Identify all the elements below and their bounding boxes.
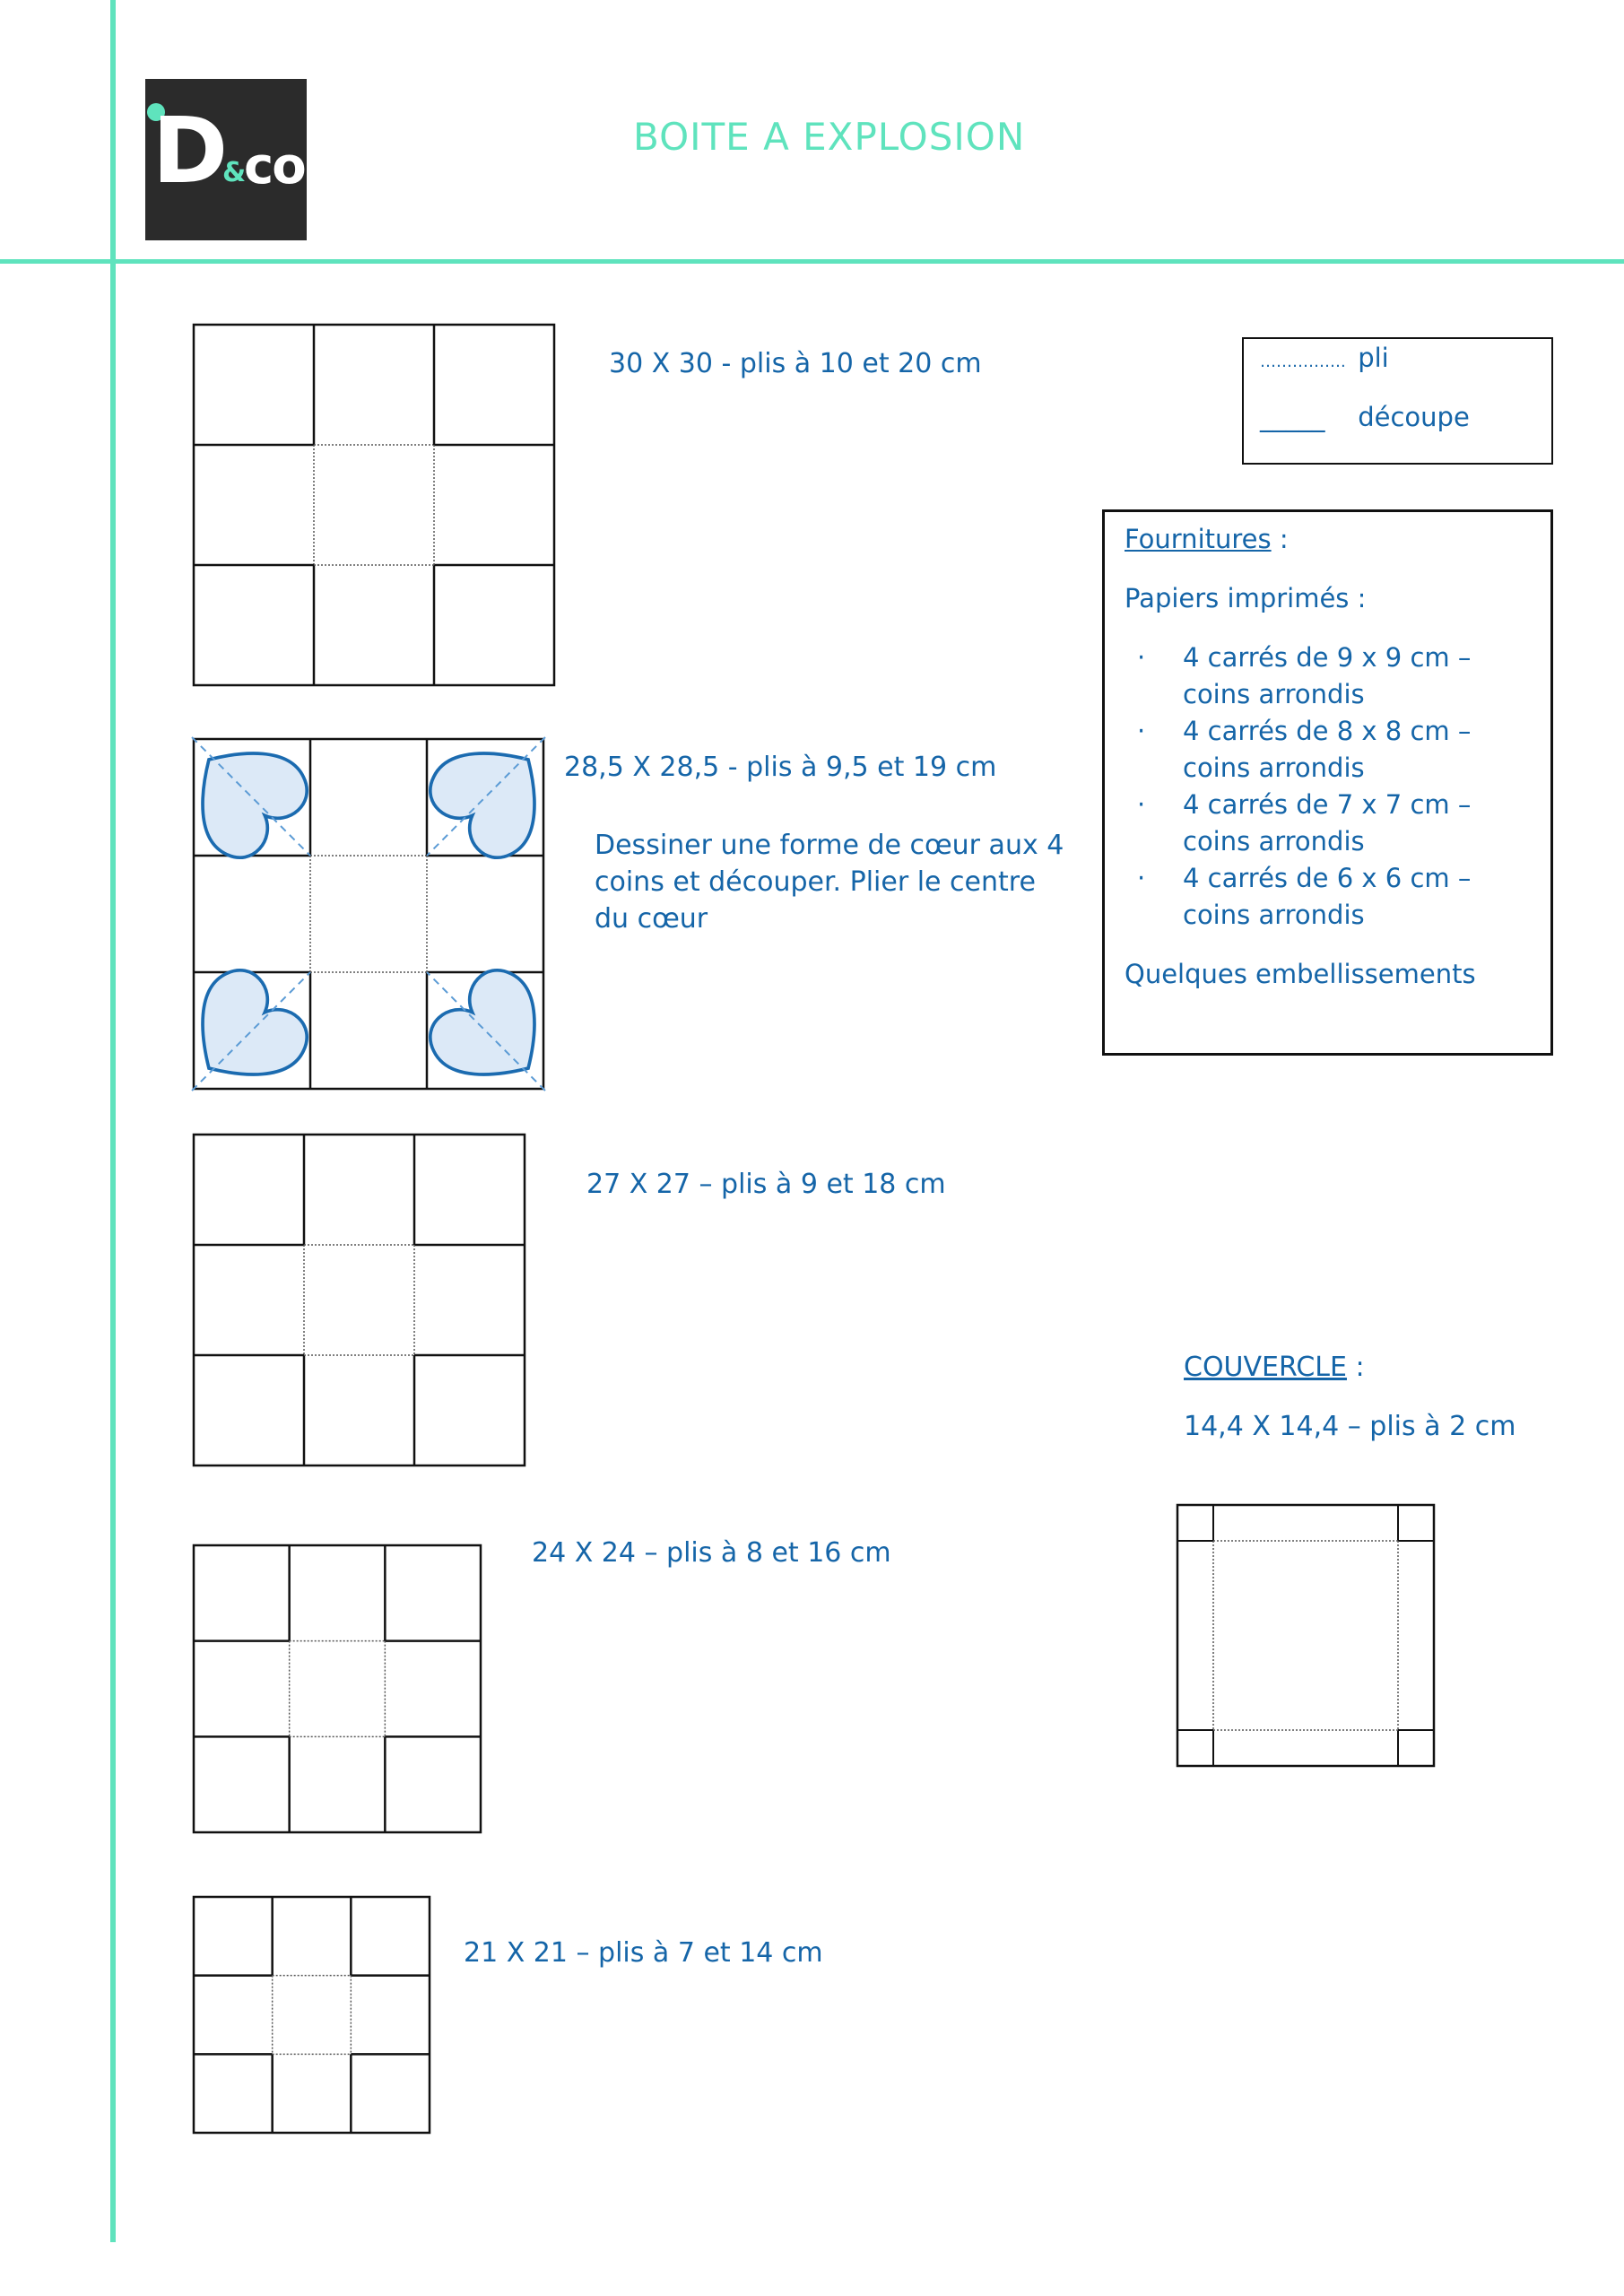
list-bullet: · [1137, 789, 1146, 820]
lid-heading-suffix: : [1346, 1352, 1365, 1383]
heart-shape [169, 958, 318, 1108]
lid-heading-text: COUVERCLE [1184, 1352, 1347, 1383]
supplies-heading-text: Fournitures [1125, 524, 1272, 554]
logo-co: co [244, 137, 305, 196]
square-1-outline [194, 325, 554, 685]
square-5-outline [194, 1897, 430, 2133]
supplies-extra: Quelques embellissements [1125, 959, 1476, 989]
list-bullet: · [1137, 863, 1146, 893]
cut-symbol: _____ [1260, 402, 1325, 432]
square-5-label: 21 X 21 – plis à 7 et 14 cm [464, 1937, 823, 1969]
supply-item-3-line1: 4 carrés de 7 x 7 cm – [1183, 789, 1472, 820]
square-2-label: 28,5 X 28,5 - plis à 9,5 et 19 cm [564, 752, 997, 783]
supply-item-1-line2: coins arrondis [1183, 679, 1365, 709]
list-bullet: · [1137, 642, 1146, 673]
supply-item-2-line2: coins arrondis [1183, 752, 1365, 783]
supply-item-4-line1: 4 carrés de 6 x 6 cm – [1183, 863, 1472, 893]
square-2-note-line2: coins et découper. Plier le centre [595, 866, 1036, 898]
square-2-note-line1: Dessiner une forme de cœur aux 4 [595, 830, 1064, 861]
supply-item-4-line2: coins arrondis [1183, 900, 1365, 930]
heart-shape [169, 719, 318, 869]
heart-shape [418, 958, 568, 1108]
supply-item-2-line1: 4 carrés de 8 x 8 cm – [1183, 716, 1472, 746]
supplies-heading-suffix: : [1271, 524, 1289, 554]
square-4-label: 24 X 24 – plis à 8 et 16 cm [532, 1537, 891, 1569]
supply-item-1-line1: 4 carrés de 9 x 9 cm – [1183, 642, 1472, 673]
square-1-label: 30 X 30 - plis à 10 et 20 cm [609, 348, 982, 379]
lid-outline [1177, 1505, 1434, 1766]
square-3-outline [194, 1135, 525, 1465]
fold-symbol: ……………. [1260, 352, 1346, 371]
cut-label: découpe [1358, 402, 1470, 432]
page-title: BOITE A EXPLOSION [633, 115, 1026, 159]
supply-item-3-line2: coins arrondis [1183, 826, 1365, 857]
logo-letter: D [152, 98, 229, 204]
logo-ampersand: & [222, 157, 247, 188]
fold-label: pli [1358, 343, 1389, 373]
heart-shape [418, 719, 568, 869]
square-3-label: 27 X 27 – plis à 9 et 18 cm [586, 1169, 946, 1200]
square-2-note-line3: du cœur [595, 903, 708, 935]
list-bullet: · [1137, 716, 1146, 746]
square-4-outline [194, 1545, 481, 1832]
supplies-subheading: Papiers imprimés : [1125, 583, 1367, 613]
lid-label: 14,4 X 14,4 – plis à 2 cm [1184, 1411, 1516, 1442]
